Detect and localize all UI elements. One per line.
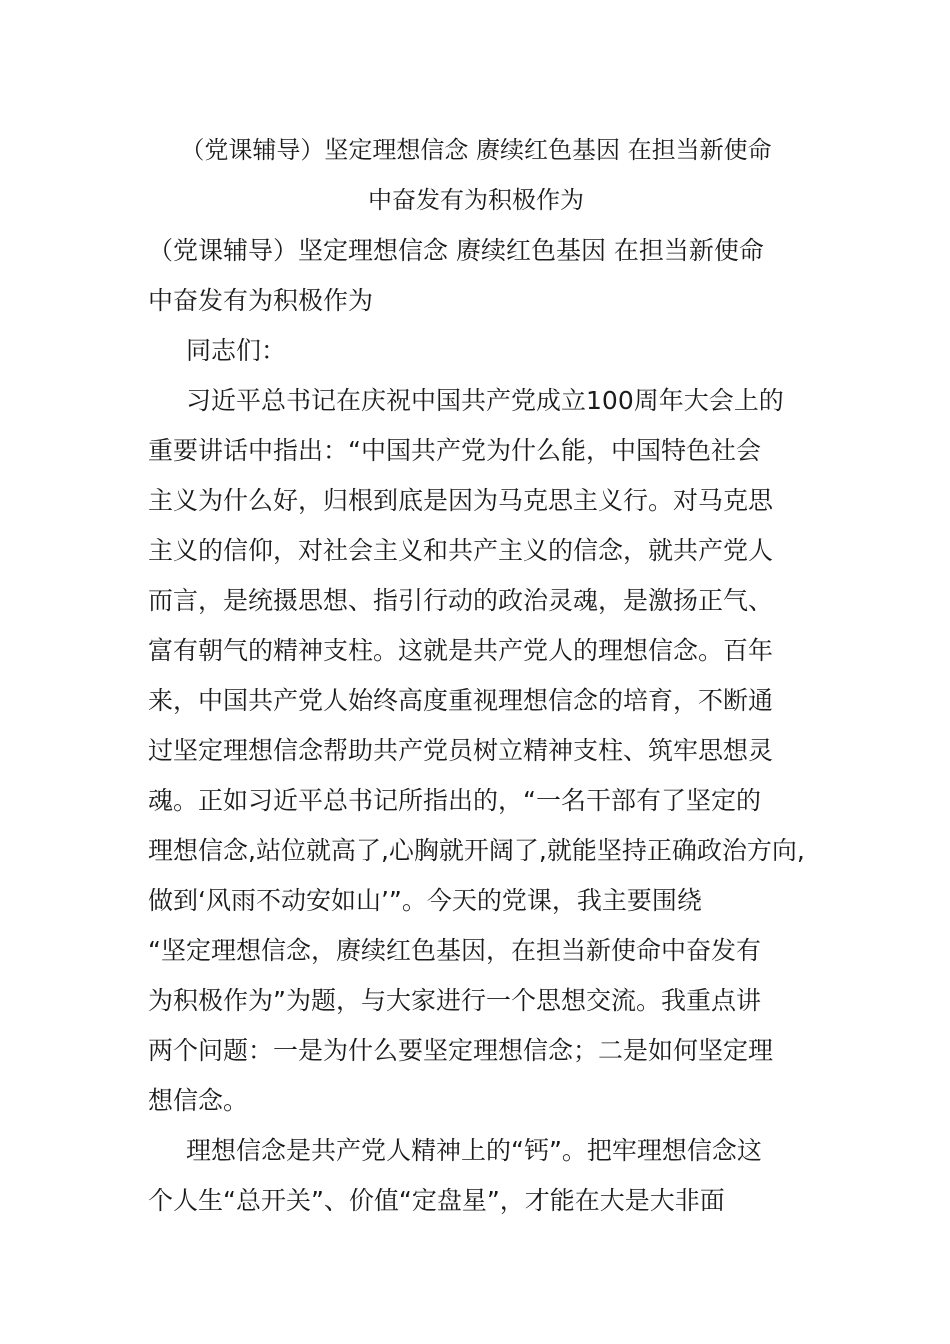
paragraph-1-line: 主义为什么好，归根到底是因为马克思主义行。对马克思: [148, 486, 774, 515]
paragraph-1-line: 理想信念,站位就高了,心胸就开阔了,就能坚持正确政治方向,: [148, 836, 805, 865]
subtitle-line-2: 中奋发有为积极作为: [148, 286, 374, 315]
paragraph-1-line: 为积极作为”为题，与大家进行一个思想交流。我重点讲: [148, 986, 761, 1015]
paragraph-1-line: 做到‘风雨不动安如山’”。今天的党课，我主要围绕: [148, 886, 702, 915]
paragraph-1-line: 想信念。: [148, 1086, 249, 1115]
paragraph-1-line: 魂。正如习近平总书记所指出的，“一名干部有了坚定的: [148, 786, 761, 815]
paragraph-1-line: “坚定理想信念，赓续红色基因，在担当新使命中奋发有: [148, 936, 761, 965]
paragraph-1-line: 过坚定理想信念帮助共产党员树立精神支柱、筑牢思想灵: [148, 736, 774, 765]
subtitle-line-1: （党课辅导）坚定理想信念 赓续红色基因 在担当新使命: [148, 236, 764, 265]
paragraph-1-line: 来，中国共产党人始终高度重视理想信念的培育，不断通: [148, 686, 774, 715]
paragraph-1-line: 主义的信仰，对社会主义和共产主义的信念，就共产党人: [148, 536, 774, 565]
paragraph-1-line: 两个问题：一是为什么要坚定理想信念；二是如何坚定理: [148, 1036, 774, 1065]
document-title-line-2: 中奋发有为积极作为: [368, 186, 584, 214]
paragraph-1-line: 重要讲话中指出：“中国共产党为什么能，中国特色社会: [148, 436, 761, 465]
document-title-line-1: （党课辅导）坚定理想信念 赓续红色基因 在担当新使命: [180, 136, 772, 164]
paragraph-2-line: 理想信念是共产党人精神上的“钙”。把牢理想信念这: [186, 1136, 762, 1165]
paragraph-1-line: 习近平总书记在庆祝中国共产党成立100周年大会上的: [186, 386, 784, 415]
paragraph-1-line: 富有朝气的精神支柱。这就是共产党人的理想信念。百年: [148, 636, 774, 665]
paragraph-1-line: 而言，是统摄思想、指引行动的政治灵魂，是激扬正气、: [148, 586, 774, 615]
paragraph-2-line: 个人生“总开关”、价值“定盘星”，才能在大是大非面: [148, 1186, 725, 1215]
salutation: 同志们：: [186, 336, 287, 365]
